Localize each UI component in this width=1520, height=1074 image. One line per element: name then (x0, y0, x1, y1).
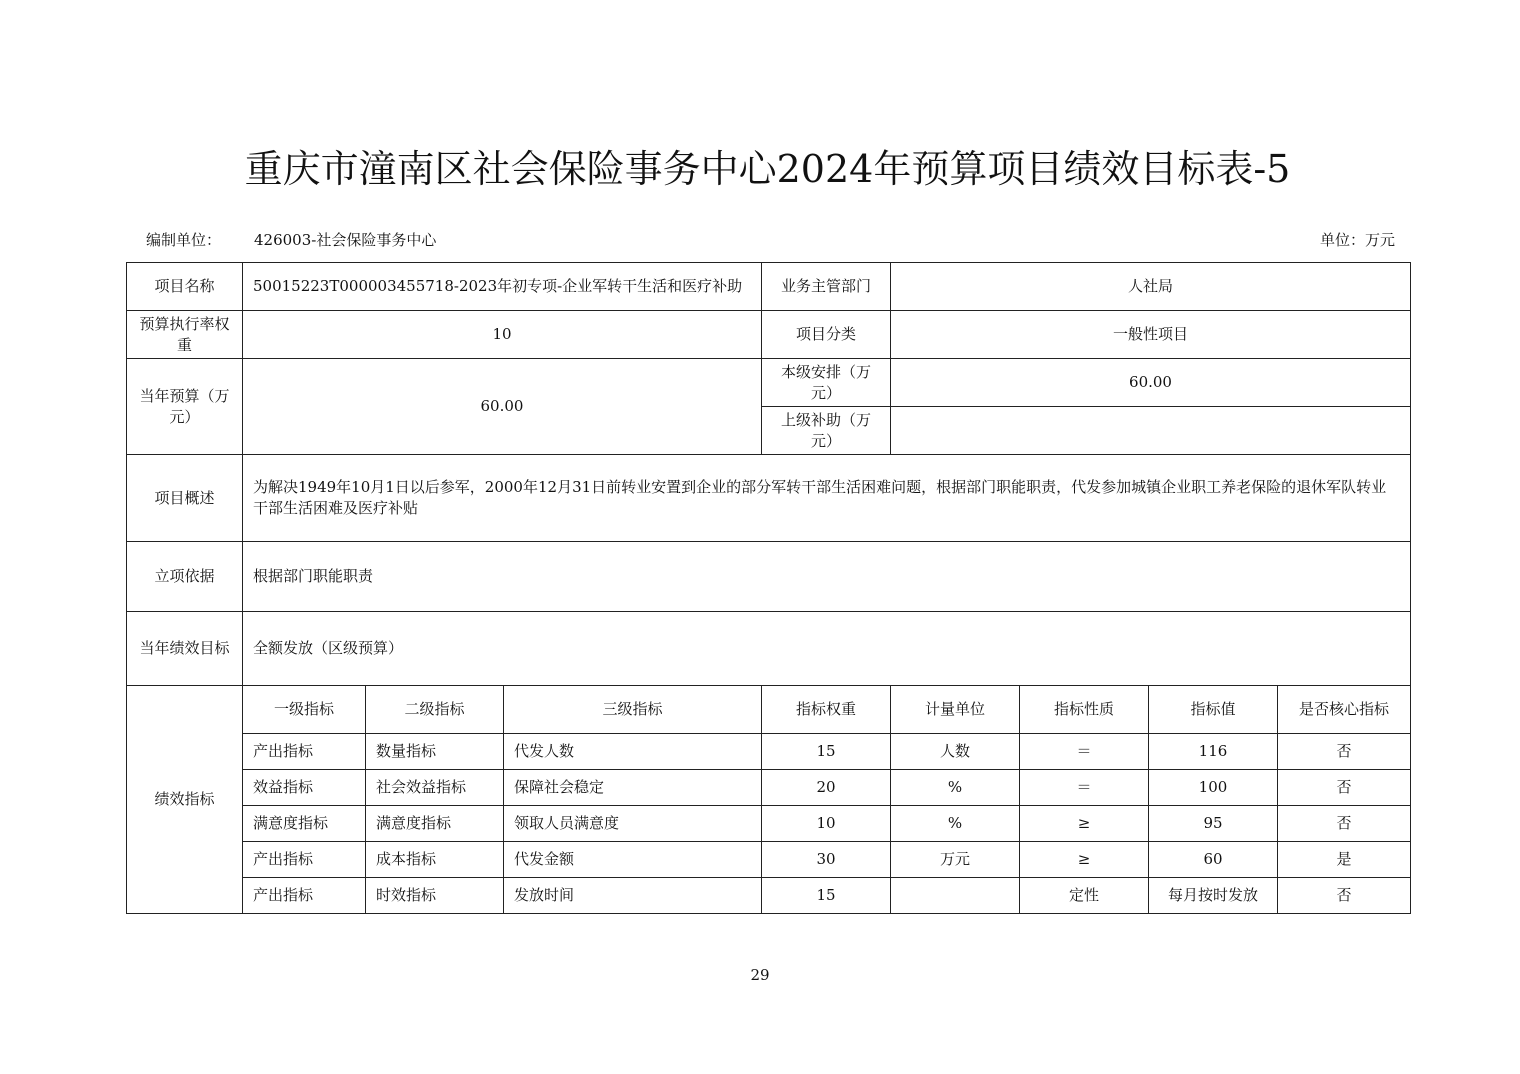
basis-value: 根据部门职能职责 (243, 542, 1411, 612)
weight-cell: 10 (762, 806, 891, 842)
nature-cell: ≥ (1020, 842, 1149, 878)
project-name-value: 50015223T000003455718-2023年初专项-企业军转干生活和医疗补助 (243, 263, 762, 311)
unit-cell: 万元 (891, 842, 1020, 878)
table-row (127, 770, 1411, 806)
core-cell: 否 (1278, 878, 1411, 914)
core-cell: 否 (1278, 806, 1411, 842)
value-cell: 100 (1149, 770, 1278, 806)
upper-value (891, 407, 1411, 455)
value-cell: 每月按时发放 (1149, 878, 1278, 914)
level2-cell: 满意度指标 (366, 806, 504, 842)
core-cell: 否 (1278, 770, 1411, 806)
core-cell: 是 (1278, 842, 1411, 878)
budget-value: 60.00 (243, 359, 762, 455)
row-budget (127, 359, 1411, 407)
table-row (127, 734, 1411, 770)
value-cell: 60 (1149, 842, 1278, 878)
level1-cell: 效益指标 (243, 770, 366, 806)
weight-cell: 15 (762, 878, 891, 914)
table-row (127, 842, 1411, 878)
level2-cell: 时效指标 (366, 878, 504, 914)
goal-value: 全额发放（区级预算） (243, 612, 1411, 686)
header-level2: 二级指标 (366, 686, 504, 734)
unit-cell: 人数 (891, 734, 1020, 770)
row-weight (127, 311, 1411, 359)
overview-label: 项目概述 (127, 455, 243, 542)
header-level1: 一级指标 (243, 686, 366, 734)
table-row (127, 878, 1411, 914)
weight-value: 10 (243, 311, 762, 359)
goal-label: 当年绩效目标 (127, 612, 243, 686)
header-level3: 三级指标 (504, 686, 762, 734)
weight-cell: 20 (762, 770, 891, 806)
level3-cell: 保障社会稳定 (504, 770, 762, 806)
level2-cell: 社会效益指标 (366, 770, 504, 806)
table-row (127, 806, 1411, 842)
budget-label: 当年预算（万元） (127, 359, 243, 455)
basis-label: 立项依据 (127, 542, 243, 612)
nature-cell: ＝ (1020, 770, 1149, 806)
level1-cell: 满意度指标 (243, 806, 366, 842)
unit-cell: % (891, 770, 1020, 806)
row-overview (127, 455, 1411, 542)
local-label: 本级安排（万元） (762, 359, 891, 407)
unit-cell (891, 878, 1020, 914)
unit-value: 426003-社会保险事务中心 (254, 231, 437, 249)
row-project-name (127, 263, 1411, 311)
dept-value: 人社局 (891, 263, 1411, 311)
indicator-section-label: 绩效指标 (127, 686, 243, 914)
header-nature: 指标性质 (1020, 686, 1149, 734)
page-number: 29 (750, 966, 770, 984)
level3-cell: 领取人员满意度 (504, 806, 762, 842)
page-title: 重庆市潼南区社会保险事务中心2024年预算项目绩效目标表-5 (244, 147, 1291, 191)
header-weight: 指标权重 (762, 686, 891, 734)
level1-cell: 产出指标 (243, 734, 366, 770)
level1-cell: 产出指标 (243, 878, 366, 914)
weight-cell: 15 (762, 734, 891, 770)
performance-table (126, 262, 1411, 914)
weight-label: 预算执行率权重 (127, 311, 243, 359)
project-name-label: 项目名称 (127, 263, 243, 311)
category-label: 项目分类 (762, 311, 891, 359)
level3-cell: 发放时间 (504, 878, 762, 914)
level2-cell: 成本指标 (366, 842, 504, 878)
row-basis (127, 542, 1411, 612)
upper-label: 上级补助（万元） (762, 407, 891, 455)
indicator-header-row (127, 686, 1411, 734)
header-unit: 计量单位 (891, 686, 1020, 734)
category-value: 一般性项目 (891, 311, 1411, 359)
nature-cell: ＝ (1020, 734, 1149, 770)
unit-label: 编制单位： (146, 231, 222, 249)
value-cell: 95 (1149, 806, 1278, 842)
row-goal (127, 612, 1411, 686)
header-value: 指标值 (1149, 686, 1278, 734)
nature-cell: 定性 (1020, 878, 1149, 914)
weight-cell: 30 (762, 842, 891, 878)
core-cell: 否 (1278, 734, 1411, 770)
dept-label: 业务主管部门 (762, 263, 891, 311)
nature-cell: ≥ (1020, 806, 1149, 842)
level1-cell: 产出指标 (243, 842, 366, 878)
currency-label: 单位：万元 (1320, 231, 1396, 249)
level2-cell: 数量指标 (366, 734, 504, 770)
unit-cell: % (891, 806, 1020, 842)
level3-cell: 代发人数 (504, 734, 762, 770)
value-cell: 116 (1149, 734, 1278, 770)
local-value: 60.00 (891, 359, 1411, 407)
overview-value: 为解决1949年10月1日以后参军，2000年12月31日前转业安置到企业的部分军转干部生活困难问题，根据部门职能职责，代发参加城镇企业职工养老保险的退休军队转业干部生活困难及医疗补贴 (243, 455, 1411, 542)
level3-cell: 代发金额 (504, 842, 762, 878)
header-core: 是否核心指标 (1278, 686, 1411, 734)
